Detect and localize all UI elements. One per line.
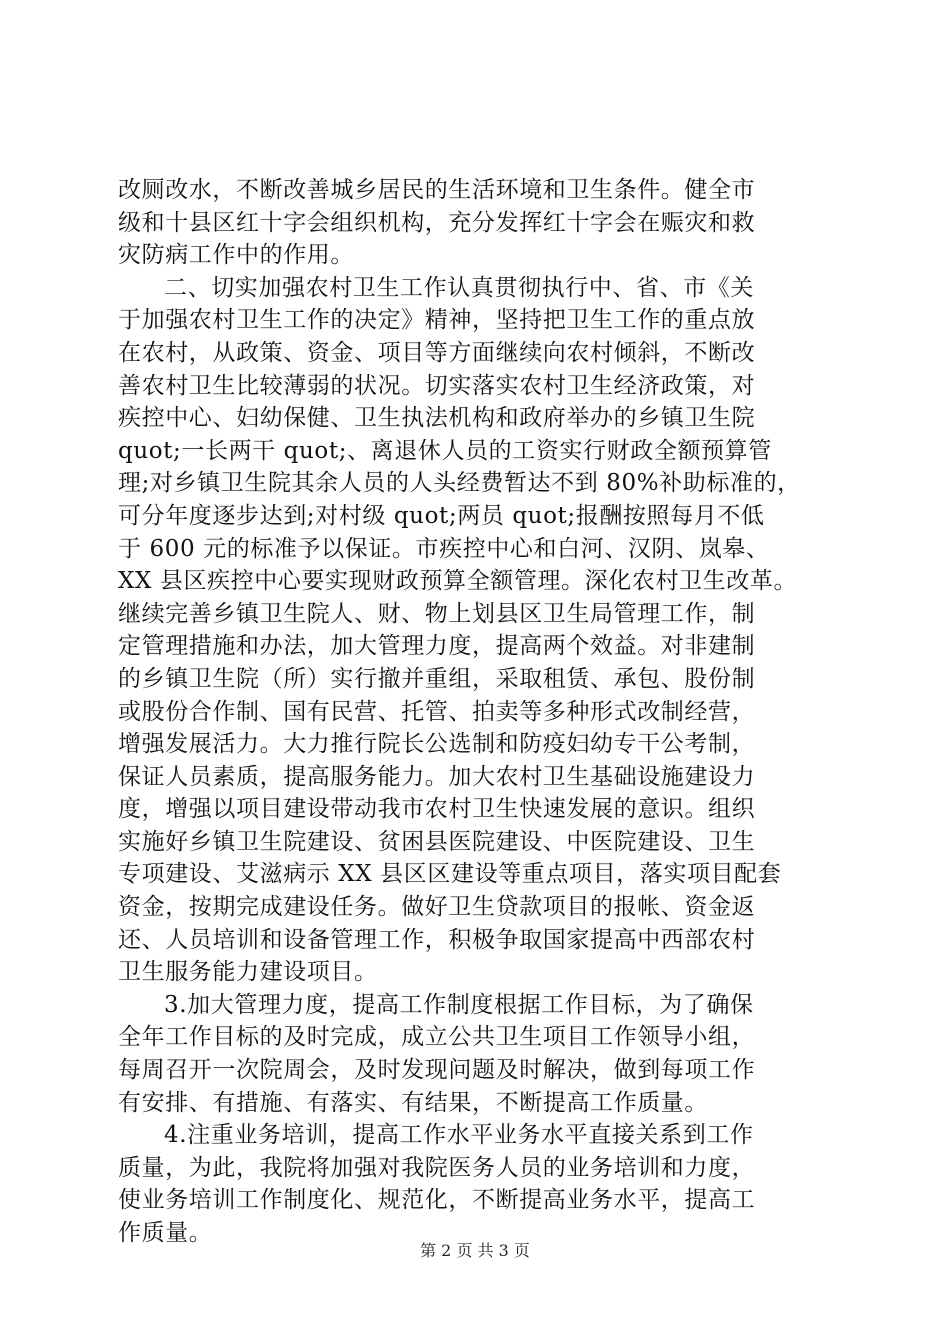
text-line: 实施好乡镇卫生院建设、贫困县医院建设、中医院建设、卫生 <box>118 828 756 855</box>
text-line: 作质量。 <box>118 1220 213 1246</box>
text-line: 度，增强以项目建设带动我市农村卫生快速发展的意识。组织 <box>118 796 756 823</box>
text-line: 保证人员素质，提高服务能力。加大农村卫生基础设施建设力 <box>118 763 756 790</box>
text-line: 4.注重业务培训，提高工作水平业务水平直接关系到工作 <box>164 1122 754 1149</box>
text-line: 可分年度逐步达到;对村级 quot;两员 quot;报酬按照每月不低 <box>118 502 765 529</box>
text-line: 每周召开一次院周会，及时发现问题及时解决，做到每项工作 <box>118 1057 756 1084</box>
text-line: 二、切实加强农村卫生工作认真贯彻执行中、省、市《关 <box>164 274 754 301</box>
text-line: 卫生服务能力建设项目。 <box>118 959 378 986</box>
text-line: XX 县区疾控中心要实现财政预算全额管理。深化农村卫生改革。 <box>118 568 798 595</box>
text-line: 3.加大管理力度，提高工作制度根据工作目标，为了确保 <box>164 991 754 1018</box>
page-footer: 第 2 页 共 3 页 <box>420 1241 530 1260</box>
text-line: 于加强农村卫生工作的决定》精神，坚持把卫生工作的重点放 <box>118 307 756 334</box>
text-line: 或股份合作制、国有民营、托管、拍卖等多种形式改制经营， <box>118 698 756 725</box>
text-line: 有安排、有措施、有落实、有结果，不断提高工作质量。 <box>118 1089 708 1116</box>
text-line: 定管理措施和办法，加大管理力度，提高两个效益。对非建制 <box>118 633 756 660</box>
text-line: 理;对乡镇卫生院其余人员的人头经费暂达不到 80%补助标准的， <box>118 470 801 497</box>
text-line: 善农村卫生比较薄弱的状况。切实落实农村卫生经济政策，对 <box>118 372 756 399</box>
text-line: 的乡镇卫生院（所）实行撤并重组，采取租赁、承包、股份制 <box>118 665 756 692</box>
text-line: quot;一长两干 quot;、离退休人员的工资实行财政全额预算管 <box>118 437 772 464</box>
text-line: 继续完善乡镇卫生院人、财、物上划县区卫生局管理工作，制 <box>118 600 756 627</box>
text-line: 还、人员培训和设备管理工作，积极争取国家提高中西部农村 <box>118 926 756 953</box>
text-line: 改厕改水，不断改善城乡居民的生活环境和卫生条件。健全市 <box>118 177 756 203</box>
text-line: 资金，按期完成建设任务。做好卫生贷款项目的报帐、资金返 <box>118 894 756 921</box>
text-line: 灾防病工作中的作用。 <box>118 242 354 269</box>
text-line: 专项建设、艾滋病示 XX 县区区建设等重点项目，落实项目配套 <box>118 861 782 888</box>
text-line: 质量，为此，我院将加强对我院医务人员的业务培训和力度， <box>118 1154 756 1181</box>
text-line: 使业务培训工作制度化、规范化，不断提高业务水平，提高工 <box>118 1187 756 1214</box>
text-line: 在农村，从政策、资金、项目等方面继续向农村倾斜，不断改 <box>118 339 756 366</box>
body-text <box>118 174 838 1250</box>
text-line: 级和十县区红十字会组织机构，充分发挥红十字会在赈灾和救 <box>118 209 756 236</box>
text-line: 全年工作目标的及时完成，成立公共卫生项目工作领导小组， <box>118 1024 756 1051</box>
text-line: 于 600 元的标准予以保证。市疾控中心和白河、汉阴、岚皋、 <box>118 535 770 562</box>
text-line: 疾控中心、妇幼保健、卫生执法机构和政府举办的乡镇卫生院 <box>118 405 756 432</box>
text-line: 增强发展活力。大力推行院长公选制和防疫妇幼专干公考制， <box>118 731 756 758</box>
